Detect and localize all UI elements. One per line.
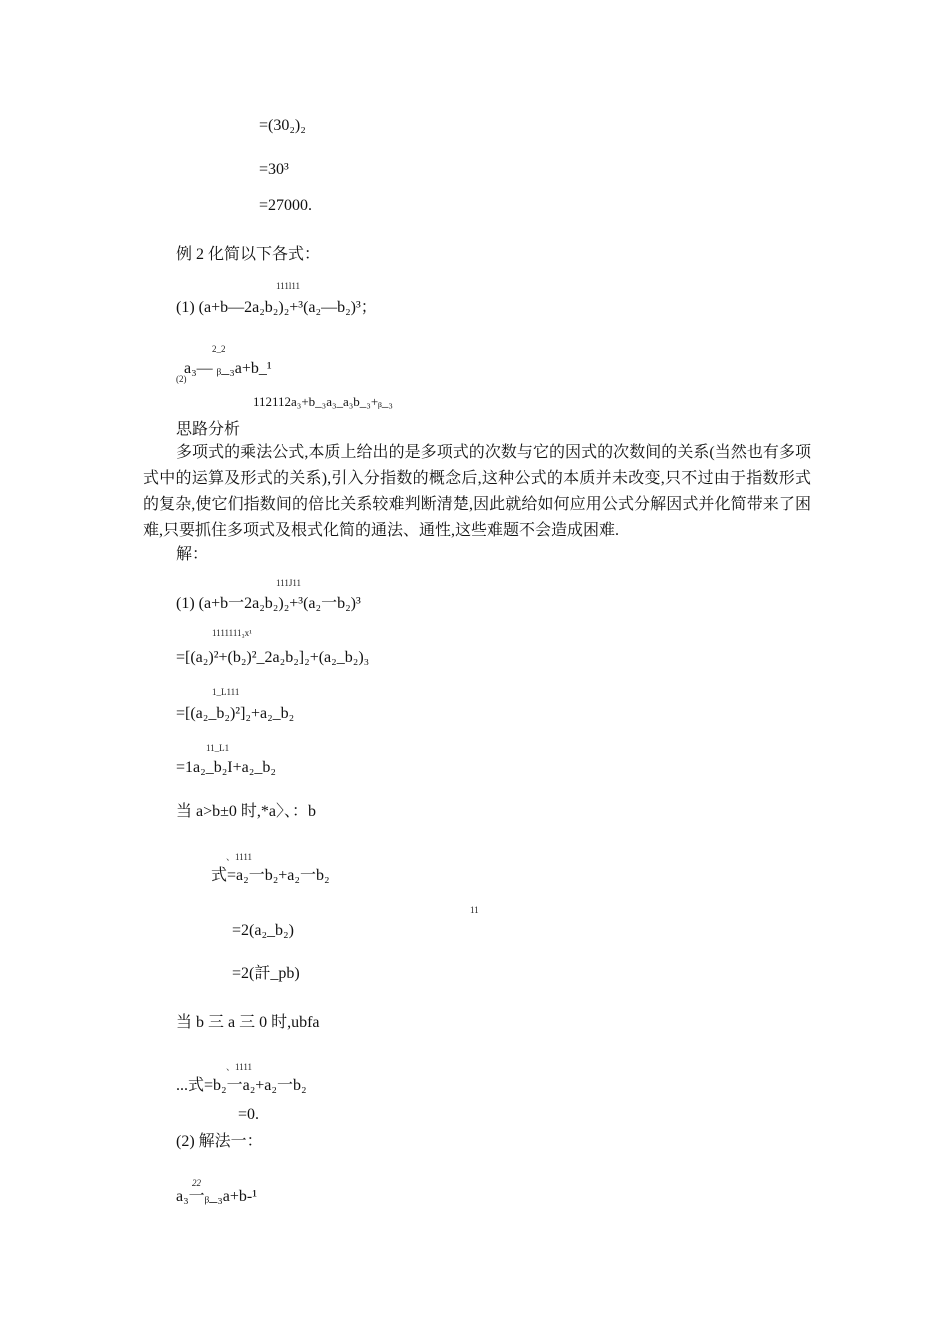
example-heading: 例 2 化简以下各式：: [176, 246, 321, 263]
method-heading: (2) 解法一：: [176, 1133, 263, 1150]
case-condition: 当 a>b±0 时,*a〉、：b: [176, 803, 317, 820]
analysis-paragraph: 多项式的乘法公式,本质上给出的是多项式的次数与它的因式的次数间的关系(当然也有多项式中的运算及形式的关系),引入分指数的概念后,这种公式的本质并未改变,只不过由于指数形式的复杂,使它们指数间的倍比关系较难判断清楚,因此就给如何应用公式分解因式并化简带来了困难,只要抓住多项式及根式化简的通法、通性,这些难题不会造成困难.: [143, 444, 811, 539]
superscript-fragment: 111J11: [276, 578, 302, 588]
superscript-fragment: 111l11: [276, 281, 300, 291]
problem-item-2-numerator: a₃— ᵦ_₃a+b_¹: [184, 360, 272, 377]
equation-line: =30³: [259, 161, 289, 178]
solution-line: (1) (a+b一2a₂b₂)₂+³(a₂一b₂)³: [176, 595, 361, 612]
solution-line: =0.: [238, 1106, 260, 1123]
superscript-fragment: 11_L1: [206, 743, 230, 753]
superscript-fragment: 1_L111: [212, 687, 240, 697]
superscript-fragment: 1111111₃x¹: [212, 628, 252, 638]
analysis-heading: 思路分析: [176, 421, 241, 438]
equation-line: =27000.: [259, 197, 313, 214]
solution-heading: 解：: [176, 546, 209, 563]
superscript-fragment: 2_2: [212, 344, 226, 354]
equation-line: =(30₂)₂: [259, 117, 306, 134]
problem-item-1: (1) (a+b—2a₂b₂)₂+³(a₂—b₂)³；: [176, 299, 377, 316]
problem-item-2-denominator: 112112a₃+b_₃a₃_a₃b_₃+ᵦ_₃: [253, 394, 393, 409]
solution-line: =1a₂_b₂I+a₂_b₂: [176, 759, 276, 776]
solution-line: =[(a₂)²+(b₂)²_2a₂b₂]₂+(a₂_b₂)₃: [176, 649, 370, 666]
solution-line: =2(a₂_b₂): [232, 922, 294, 939]
solution-line: 式=a₂一b₂+a₂一b₂: [211, 867, 330, 884]
problem-item-2-label: (2): [176, 374, 187, 384]
superscript-fragment: 22: [192, 1178, 201, 1188]
superscript-fragment: 、1111: [226, 852, 252, 862]
solution-line: ...式=b₂一a₂+a₂一b₂: [176, 1077, 307, 1094]
superscript-fragment: 11: [470, 905, 479, 915]
solution-line: =[(a₂_b₂)²]₂+a₂_b₂: [176, 705, 295, 722]
solution-line: a₃一ᵦ_₃a+b-¹: [176, 1188, 258, 1205]
case-condition: 当 b 三 a 三 0 时,ubfa: [176, 1014, 320, 1031]
superscript-fragment: 、1111: [226, 1062, 252, 1072]
solution-line: =2(訐_pb): [232, 965, 300, 982]
